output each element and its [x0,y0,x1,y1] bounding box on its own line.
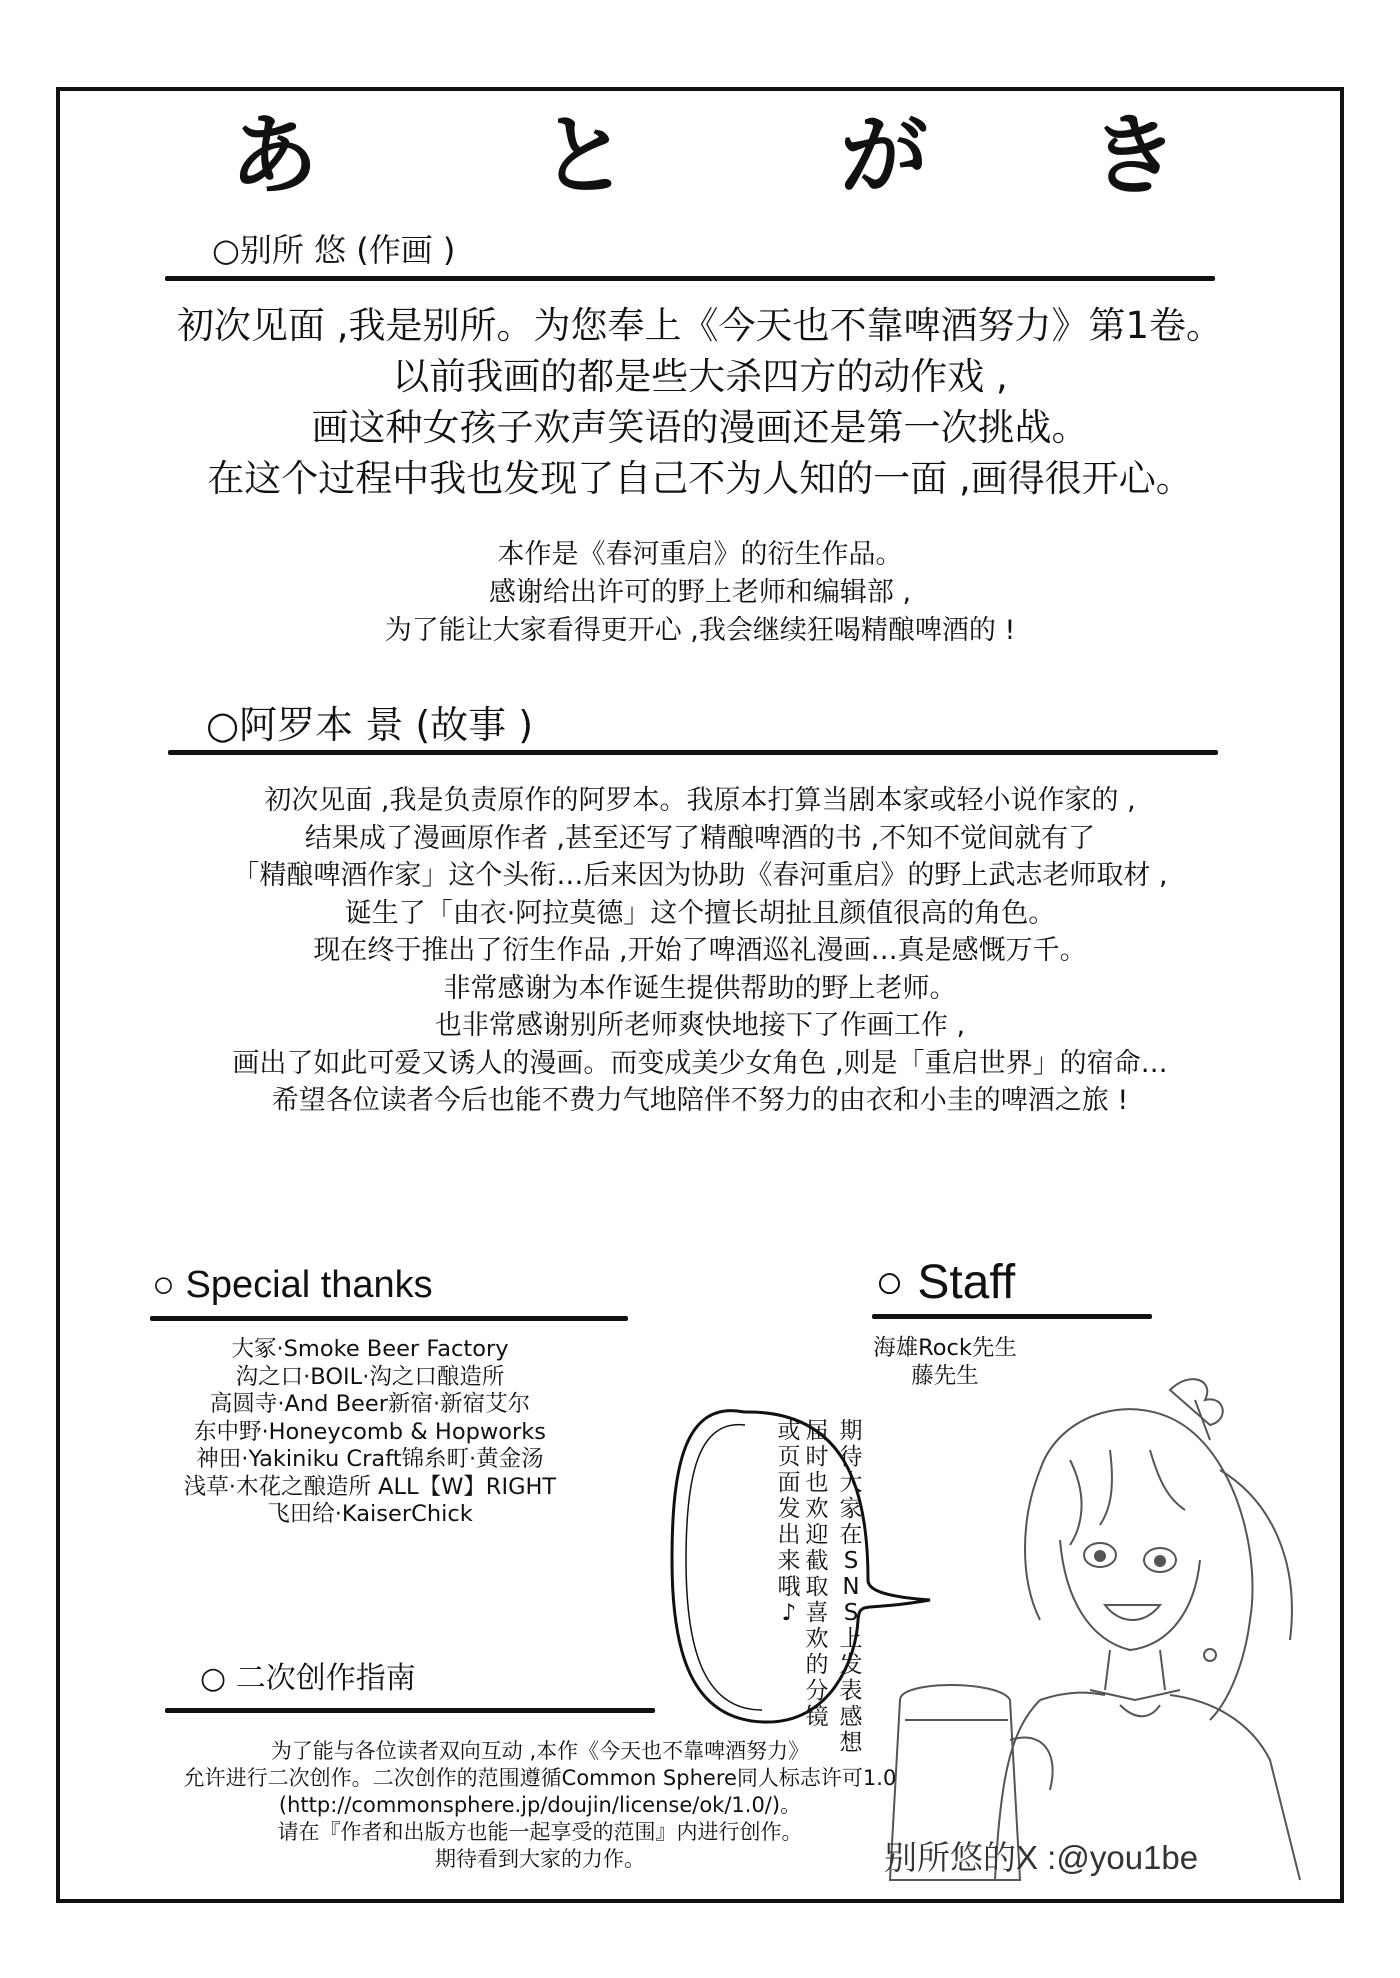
artist-paragraph-2: 本作是《春河重启》的衍生作品。 感谢给出许可的野上老师和编辑部 , 为了能让大家看得更开心 ,我会继续狂喝精酿啤酒的 ! [384,539,1016,646]
thanks-item: 大冢·Smoke Beer Factory [231,1336,509,1362]
artist-social-handle: 别所悠的X :@you1be [884,1839,1199,1876]
title-char-2: と [540,103,629,207]
artist-paragraph-1: 初次见面 ,我是别所。为您奉上《今天也不靠啤酒努力》第1卷。 以前我画的都是些大杀四方的动作戏 , 画这种女孩子欢声笑语的漫画还是第一次挑战。 在这个过程中我也发现了自己不为人知的一面 ,画得很开心。 [176,304,1224,500]
title-char-3: が [840,103,929,207]
special-thanks-heading: ○ Special thanks [152,1264,433,1306]
guide-paragraph: 为了能与各位读者双向互动 ,本作《今天也不靠啤酒努力》 允许进行二次创作。二次创作的范围遵循Common Sphere同人标志许可1.0 (http://commonsphere.jp/doujin/license/ok/1.0/)。 请在『作者和出版方也能一起享受的范围』内进行创作。 期待看到大家的力作。 [183,1739,897,1871]
bubble-text-col-2: 届时也欢迎截取喜欢的分镜 [805,1418,829,1730]
thanks-item: 东中野·Honeycomb & Hopworks [193,1418,547,1445]
bubble-text-col-3: 或页面发出来哦♪ [777,1418,801,1626]
writer-heading: ○阿罗本 景 (故事 ) [206,703,534,747]
thanks-item: 神田·Yakiniku Craft锦糸町·黄金汤 [196,1446,544,1472]
staff-heading: ○ Staff [875,1256,1016,1309]
writer-paragraph: 初次见面 ,我是负责原作的阿罗本。我原本打算当剧本家或轻小说作家的 , 结果成了漫画原作者 ,甚至还写了精酿啤酒的书 ,不知不觉间就有了 「精酿啤酒作家」这个头衔…后来因为协助《春河重启》的野上武志老师取材 , 诞生了「由衣·阿拉莫德」这个擅长胡扯且颜值很高的角色。 现在终于推出了衍生作品 ,开始了啤酒巡礼漫画…真是感慨万千。 非常感谢为本作诞生提供帮助的野上老师。 也非常感谢别所老师爽快地接下了作画工作 , 画出了如此可爱又诱人的漫画。而变成美少女角色 ,则是「重启世界」的宿命… 希望各位读者今后也能不费力气地陪伴不努力的由衣和小圭的啤酒之旅 ! [232,785,1168,1116]
thanks-item: 高圆寺·And Beer新宿·新宿艾尔 [209,1391,531,1417]
title-char-4: き [1090,103,1179,207]
thanks-item: 飞田给·KaiserChick [267,1501,473,1527]
thanks-item: 沟之口·BOIL·沟之口酿造所 [235,1363,505,1390]
guide-rule [165,1708,655,1713]
title-char-1: あ [230,103,319,207]
staff-item: 藤先生 [911,1362,979,1389]
bubble-text-col-1: 期待大家在SNS上发表感想 [839,1418,863,1756]
thanks-item: 浅草·木花之酿造所 ALL【W】RIGHT [183,1473,557,1500]
guide-heading: ○ 二次创作指南 [200,1661,416,1696]
artist-heading: ○别所 悠 (作画 ) [212,231,456,269]
staff-item: 海雄Rock先生 [873,1335,1017,1361]
